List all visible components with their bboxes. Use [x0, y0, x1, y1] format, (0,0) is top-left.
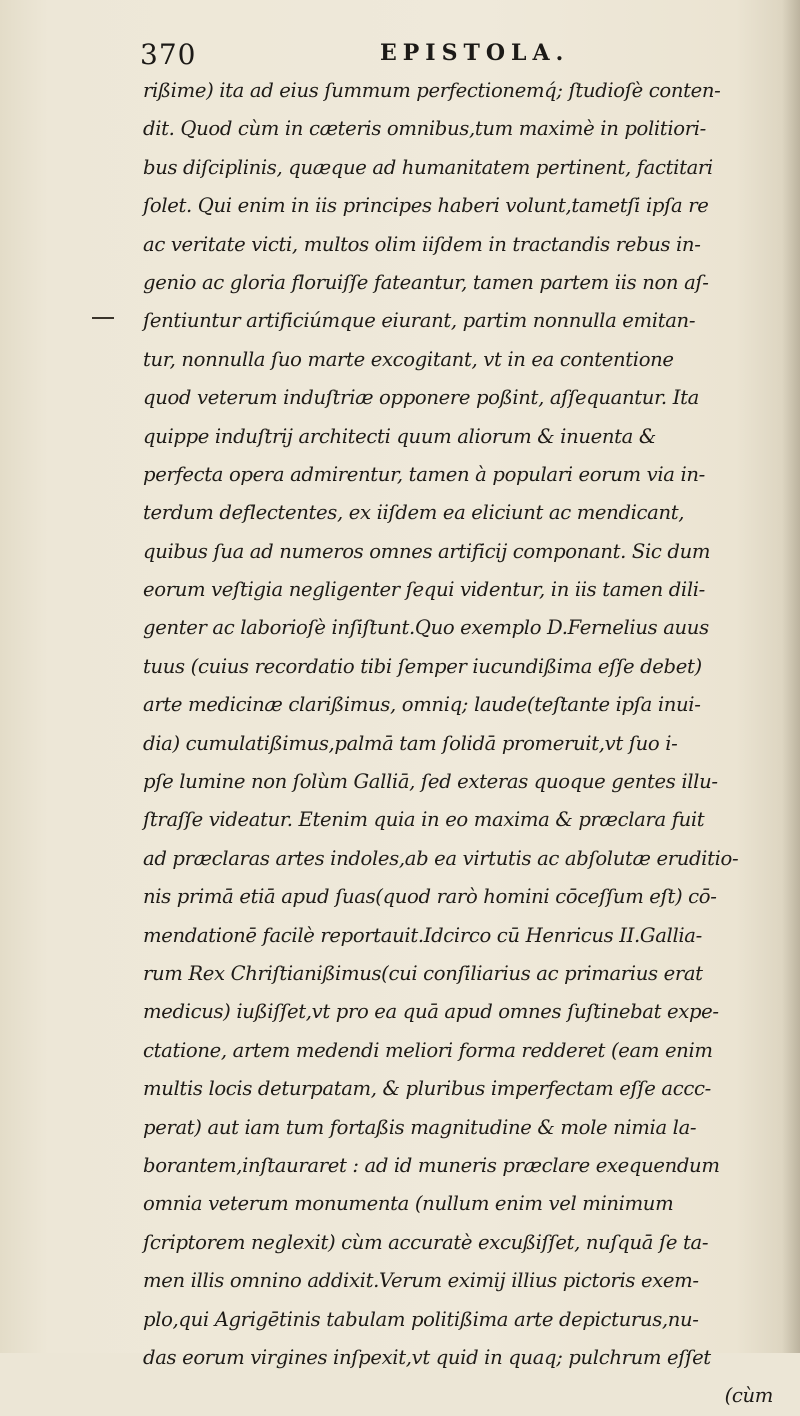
body-text	[143, 72, 783, 1416]
text-line: rum Rex Chriſtianißimus(cui conſiliarius ac primarius erat	[143, 961, 703, 985]
text-line: ſolet. Qui enim in iis principes haberi volunt,tametſi ipſa re	[143, 194, 709, 218]
text-line: ſtraſſe videatur. Etenim quia in eo maxima & præclara fuit	[143, 808, 705, 832]
page-header	[140, 34, 760, 74]
text-line: medicus) iußiſſet,vt pro ea quā apud omnes ſuſtinebat expe-	[143, 1000, 719, 1024]
text-line: ſentiuntur artificiúmque eiurant, partim nonnulla emitan-	[143, 309, 696, 333]
margin-dash-mark	[92, 317, 114, 319]
text-line: dia) cumulatißimus,palmā tam ſolidā promeruit,vt ſuo i-	[143, 731, 678, 755]
text-line: bus diſciplinis, quæque ad humanitatem pertinent, factitari	[143, 155, 713, 179]
text-line: terdum deflectentes, ex iiſdem ea eliciunt ac mendicant,	[143, 501, 685, 525]
text-line: dit. Quod cùm in cæteris omnibus,tum maximè in politiori-	[143, 117, 706, 141]
text-line: tuus (cuius recordatio tibi ſemper iucundißima eſſe debet)	[143, 654, 702, 678]
text-line: borantem,inſtauraret : ad id muneris præclare exequendum	[143, 1153, 720, 1177]
text-line: ctatione, artem medendi meliori forma redderet (eam enim	[143, 1038, 713, 1062]
text-line: nis primā etiā apud ſuas(quod rarò homini cōceſſum eſt) cō-	[143, 885, 717, 909]
page-edge-shadow	[782, 0, 800, 1353]
text-line: tur, nonnulla ſuo marte excogitant, vt in ea contentione	[143, 347, 674, 371]
text-line: mendationē facilè reportauit.Idcirco cū Henricus II.Gallia-	[143, 923, 702, 947]
text-line: genter ac laborioſè inſiſtunt.Quo exemplo D.Fernelius auus	[143, 616, 709, 640]
text-line: perfecta opera admirentur, tamen à populari eorum via in-	[143, 462, 705, 486]
catchword: (cùm	[724, 1384, 773, 1408]
text-line: perat) aut iam tum fortaßis magnitudine & mole nimia la-	[143, 1115, 697, 1139]
text-line: quod veterum induſtriæ opponere poßint, aſſequantur. Ita	[143, 386, 699, 410]
text-line: quippe induſtrij architecti quum aliorum & inuenta &	[143, 424, 656, 448]
text-line: pſe lumine non ſolùm Galliā, ſed exteras quoque gentes illu-	[143, 770, 718, 794]
text-line: quibus ſua ad numeros omnes artificij componant. Sic dum	[143, 539, 711, 563]
text-line: ſcriptorem neglexit) cùm accuratè excußiſſet, nuſquā ſe ta-	[143, 1230, 709, 1254]
running-head: EPISTOLA.	[380, 40, 570, 66]
text-line: plo,qui Agrigētinis tabulam politißima arte depicturus,nu-	[143, 1307, 699, 1331]
text-line: ac veritate victi, multos olim iiſdem in tractandis rebus in-	[143, 232, 701, 256]
text-line: omnia veterum monumenta (nullum enim vel minimum	[143, 1192, 674, 1216]
text-line: das eorum virgines inſpexit,vt quid in quaq; pulchrum eſſet	[143, 1345, 711, 1369]
text-line: rißime) ita ad eius ſummum perfectionemq́; ſtudioſè conten-	[143, 79, 721, 102]
text-line: ad præclaras artes indoles,ab ea virtutis ac abſolutæ eruditio-	[143, 846, 739, 870]
text-line: genio ac gloria floruiſſe fateantur, tamen partem iis non aſ-	[143, 270, 709, 294]
text-line: multis locis deturpatam, & pluribus imperfectam eſſe accc-	[143, 1077, 711, 1101]
text-line: eorum veſtigia negligenter ſequi videntur, in iis tamen dili-	[143, 578, 705, 602]
text-line: arte medicinæ clarißimus, omniq; laude(teſtante ipſa inui-	[143, 693, 701, 717]
text-line: men illis omnino addixit.Verum eximij illius pictoris exem-	[143, 1269, 699, 1293]
page-number: 370	[140, 38, 197, 71]
